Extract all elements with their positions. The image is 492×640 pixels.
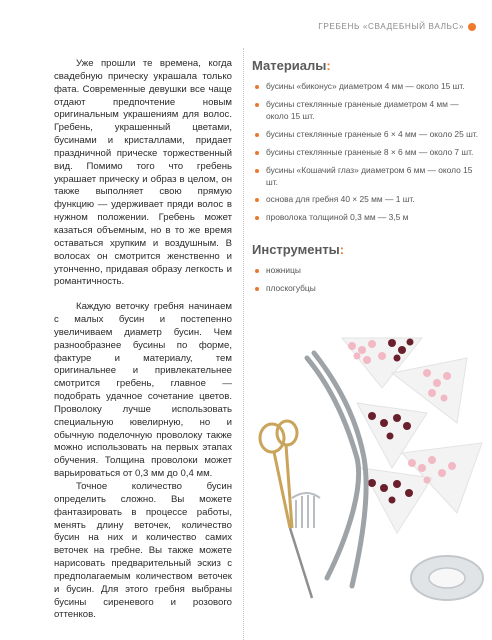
materials-list (252, 81, 482, 224)
list-item: ножницы (252, 265, 482, 277)
paragraph-technique: Каждую веточку гребня начинаем с малых бусин и постепенно увеличиваем диаметр бусин. Чем разнообразнее бусины по форме, фактуре и материалу, тем оригинальнее и привлекательнее смотрится гребень, главное — подобрать удачное сочетание цветов. Проволоку лучше использовать специальную ювелирную, но и обычную поделочную проволоку также можно использовать на первых этапах обучения. Толщина проволоки может варьироваться от 0,3 мм до 0,4 мм. (54, 301, 232, 480)
tools-heading: Инструменты: (252, 242, 345, 258)
body-text-column (54, 58, 232, 622)
list-item: бусины стеклянные граненые 8 × 6 мм — около 7 шт. (252, 147, 482, 159)
paragraph-quantity: Точное количество бусин определить сложно. Вы можете фантазировать в процессе работы, менять длину веточек, количество бусин на них и количество самих веточек на гребне. Вы также можете нарисовать предварительный эскиз с предполагаемым количеством веточек и бусин. Для этого гребня выбраны бусины сиреневого и розового оттенков. (54, 481, 232, 621)
pliers-icon (307, 353, 366, 586)
list-item: бусины стеклянные граненые диаметром 4 мм — около 15 шт. (252, 99, 482, 123)
running-header-title: ГРЕБЕНЬ «СВАДЕБНЫЙ ВАЛЬС» (318, 22, 464, 31)
list-item: бусины «Кошачий глаз» диаметром 6 мм — около 15 шт. (252, 165, 482, 189)
list-item: бусины «биконус» диаметром 4 мм — около 15 шт. (252, 81, 482, 93)
tools-list (252, 265, 482, 295)
materials-column (252, 58, 482, 301)
running-header (318, 22, 476, 31)
wire-spool-icon (411, 556, 483, 600)
column-divider (243, 48, 244, 640)
paragraph-intro: Уже прошли те времена, когда свадебную прическу украшала только фата. Современные девушки все чаще отдают предпочтение новым оригинальным украшениям для волос. Гребень, украшенный цветами, бусинами и кристаллами, придает праздничной прическе торжественный вид. Помимо того что гребень украшает прическу и образ в целом, он также выполняет свою прямую функцию — удерживает пряди волос в нужном положении. Гребень может казаться объемным, но в то же время оставаться хрупким и воздушным. В волосах он смотрится женственно и утонченно, придавая образу легкость и романтичность. (54, 58, 232, 288)
list-item: основа для гребня 40 × 25 мм — 1 шт. (252, 194, 482, 206)
scissors-icon (260, 421, 312, 598)
materials-heading: Материалы: (252, 58, 331, 73)
materials-photo (252, 328, 492, 640)
orange-dot-icon (468, 23, 476, 31)
list-item: проволока толщиной 0,3 мм — 3,5 м (252, 212, 482, 224)
list-item: плоскогубцы (252, 283, 482, 295)
list-item: бусины стеклянные граненые 6 × 4 мм — около 25 шт. (252, 129, 482, 141)
comb-icon (292, 493, 320, 528)
